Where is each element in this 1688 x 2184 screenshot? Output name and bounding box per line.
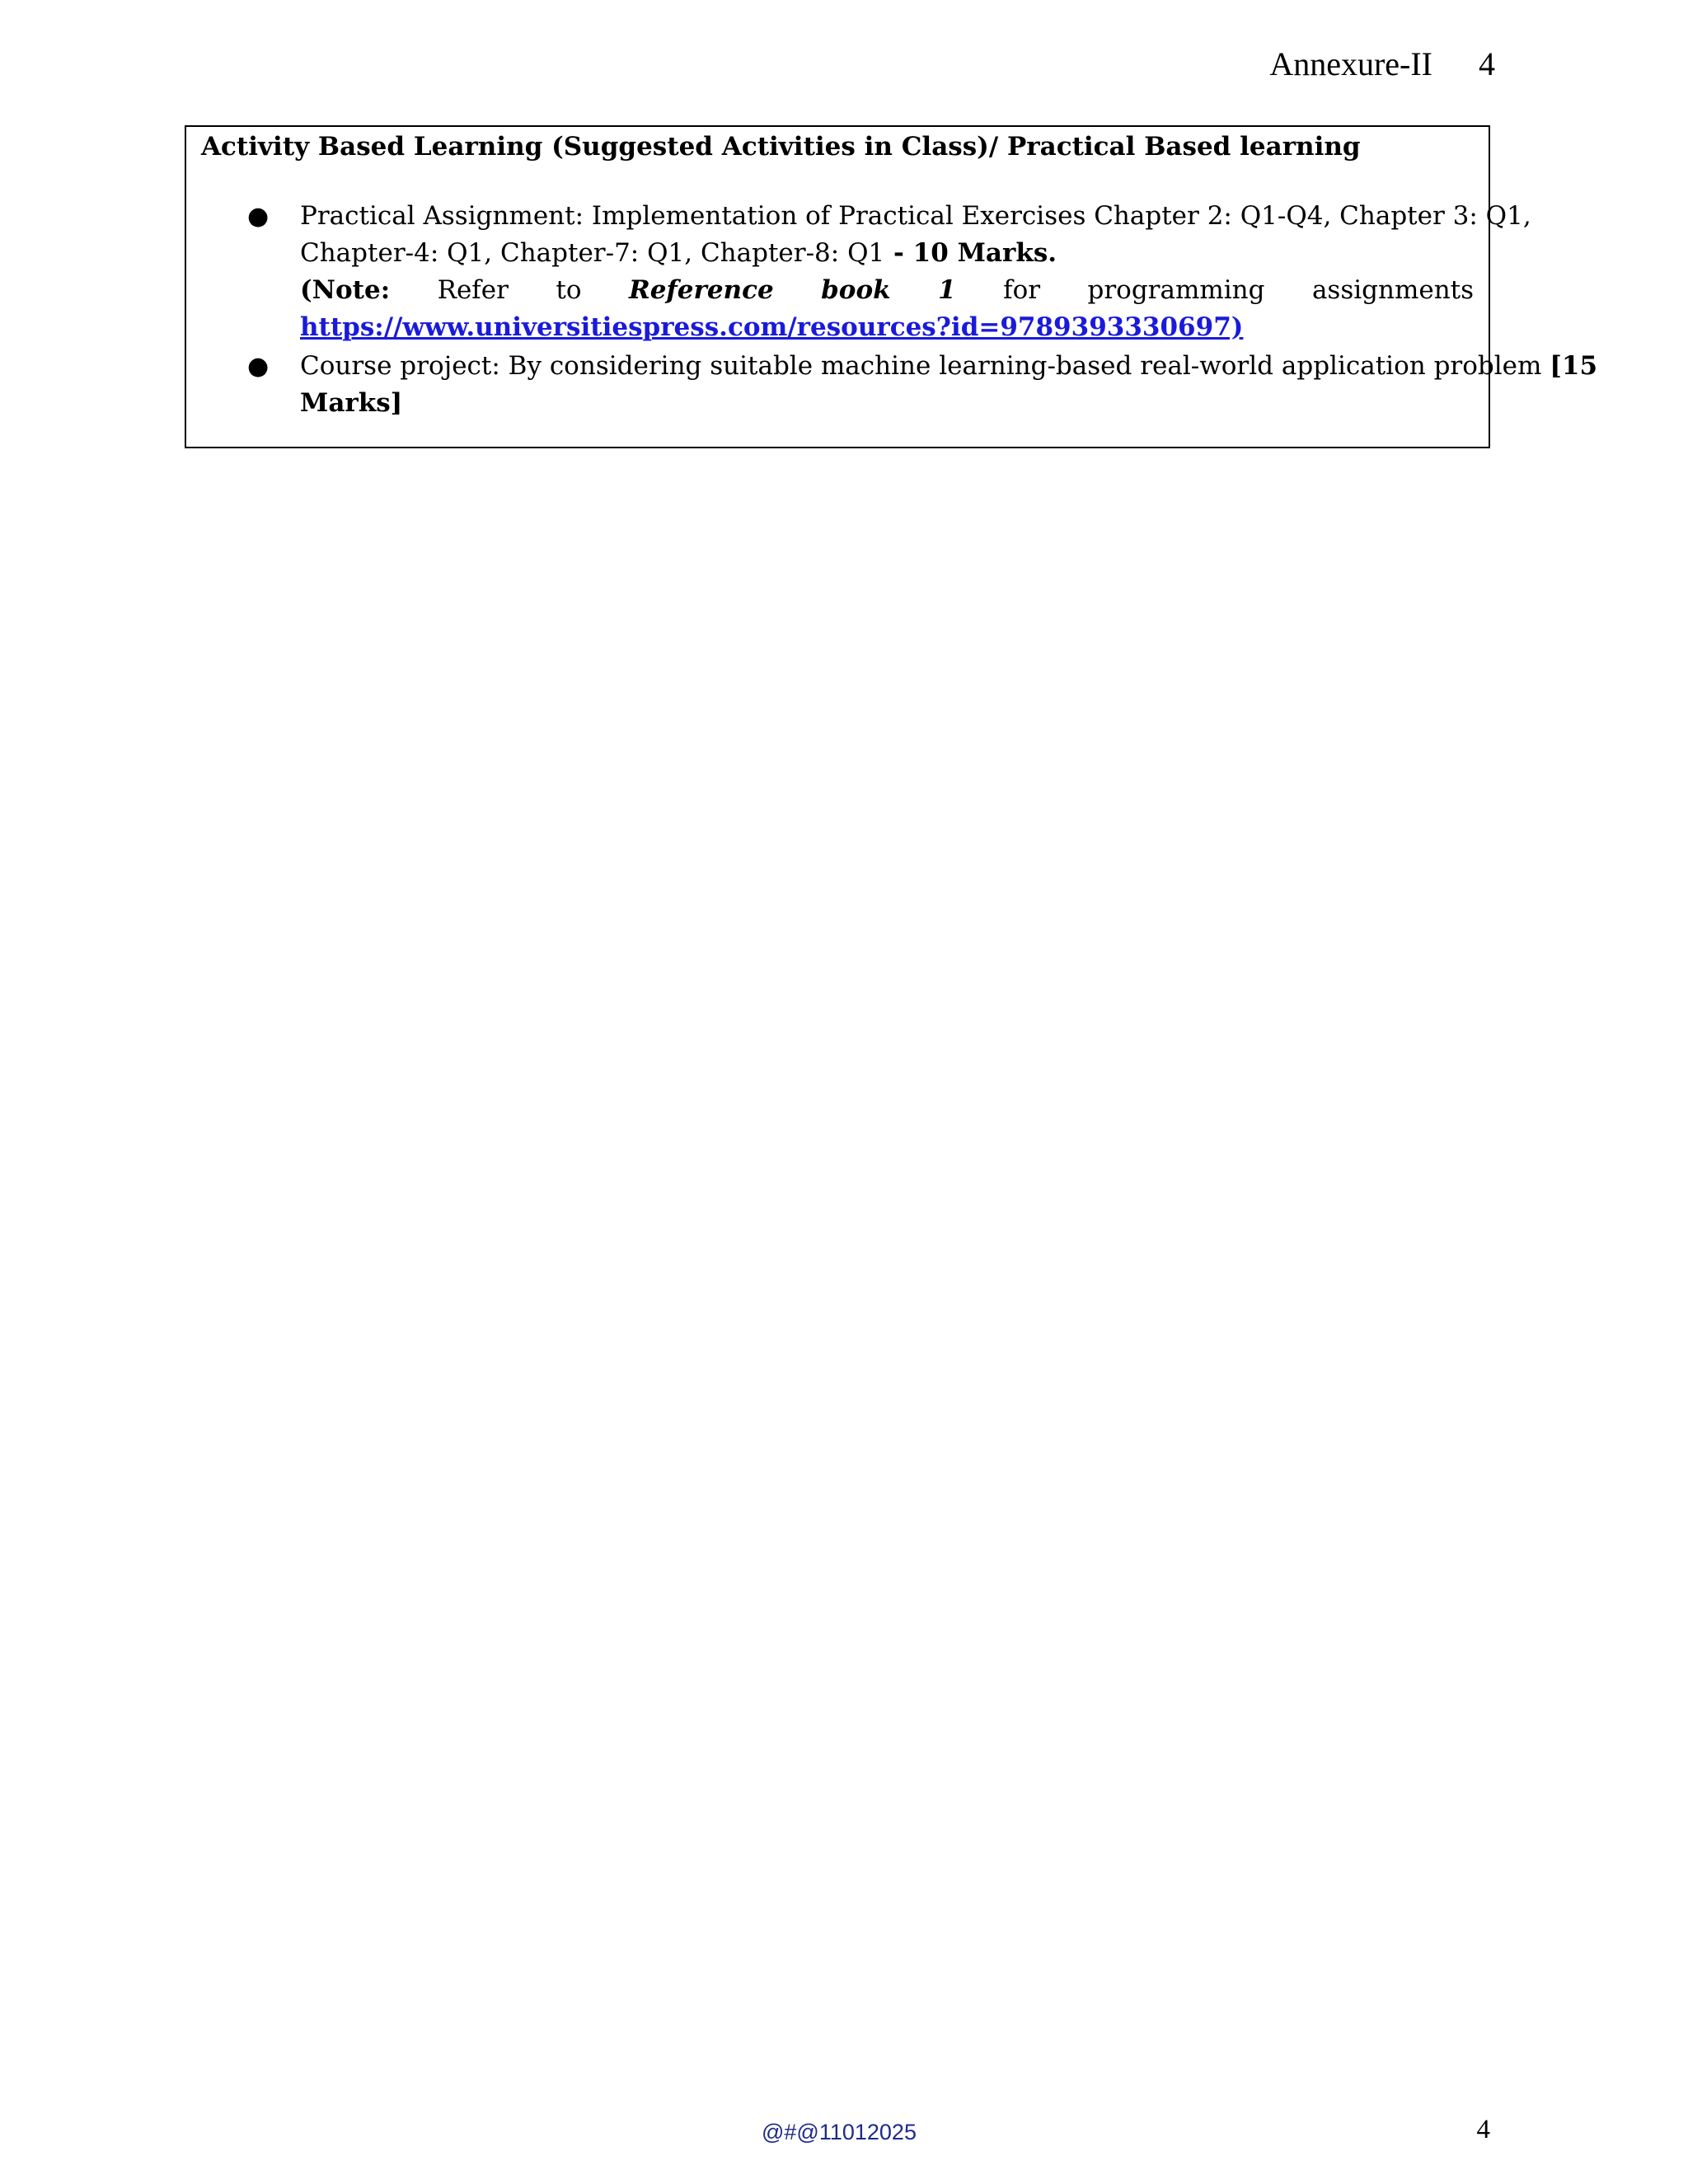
bullet2-text: Course project: By considering suitable machine learning-based real-world application problem xyxy=(300,351,1550,381)
note-word-one: 1 xyxy=(938,275,956,305)
bullet-practical-assignment xyxy=(247,198,1531,346)
note-word-book: book xyxy=(821,275,891,305)
bullet2-line1 xyxy=(300,348,1598,385)
page-header xyxy=(1269,45,1495,82)
bullet1-marks: - 10 Marks. xyxy=(884,238,1057,268)
bullet1-line2 xyxy=(300,235,1474,272)
footer-code: @#@11012025 xyxy=(762,2120,917,2144)
bullet-course-project xyxy=(247,348,1598,422)
reference-book-link[interactable]: https://www.universitiespress.com/resources?id=9789393330697) xyxy=(300,312,1244,342)
activity-box-title: Activity Based Learning (Suggested Activities in Class)/ Practical Based learning xyxy=(201,132,1361,162)
note-word-to: to xyxy=(556,275,582,305)
annexure-label: Annexure-II xyxy=(1269,45,1432,82)
note-word-programming: programming xyxy=(1087,275,1265,305)
note-word-reference: Reference xyxy=(628,275,774,305)
bullet1-note-line xyxy=(300,272,1474,309)
bullet1-line1: Practical Assignment: Implementation of Practical Exercises Chapter 2: Q1-Q4, Chapter 3: Q1, xyxy=(300,201,1531,231)
bullet1-chapters: Chapter-4: Q1, Chapter-7: Q1, Chapter-8: Q1 xyxy=(300,238,885,268)
note-label: (Note: xyxy=(300,275,391,305)
note-word-refer: Refer xyxy=(437,275,509,305)
bullet-dot-icon: ● xyxy=(247,352,270,381)
bullet-dot-icon: ● xyxy=(247,202,270,231)
note-word-assignments: assignments xyxy=(1311,275,1475,305)
bullet2-marks-start: [15 xyxy=(1550,351,1598,381)
header-page-number: 4 xyxy=(1479,45,1495,82)
note-word-for: for xyxy=(1003,275,1041,305)
bullet1-link-line xyxy=(300,309,1474,346)
footer-page-number: 4 xyxy=(1476,2115,1490,2144)
bullet2-marks-end: Marks] xyxy=(300,388,403,418)
activity-box xyxy=(185,125,1598,448)
